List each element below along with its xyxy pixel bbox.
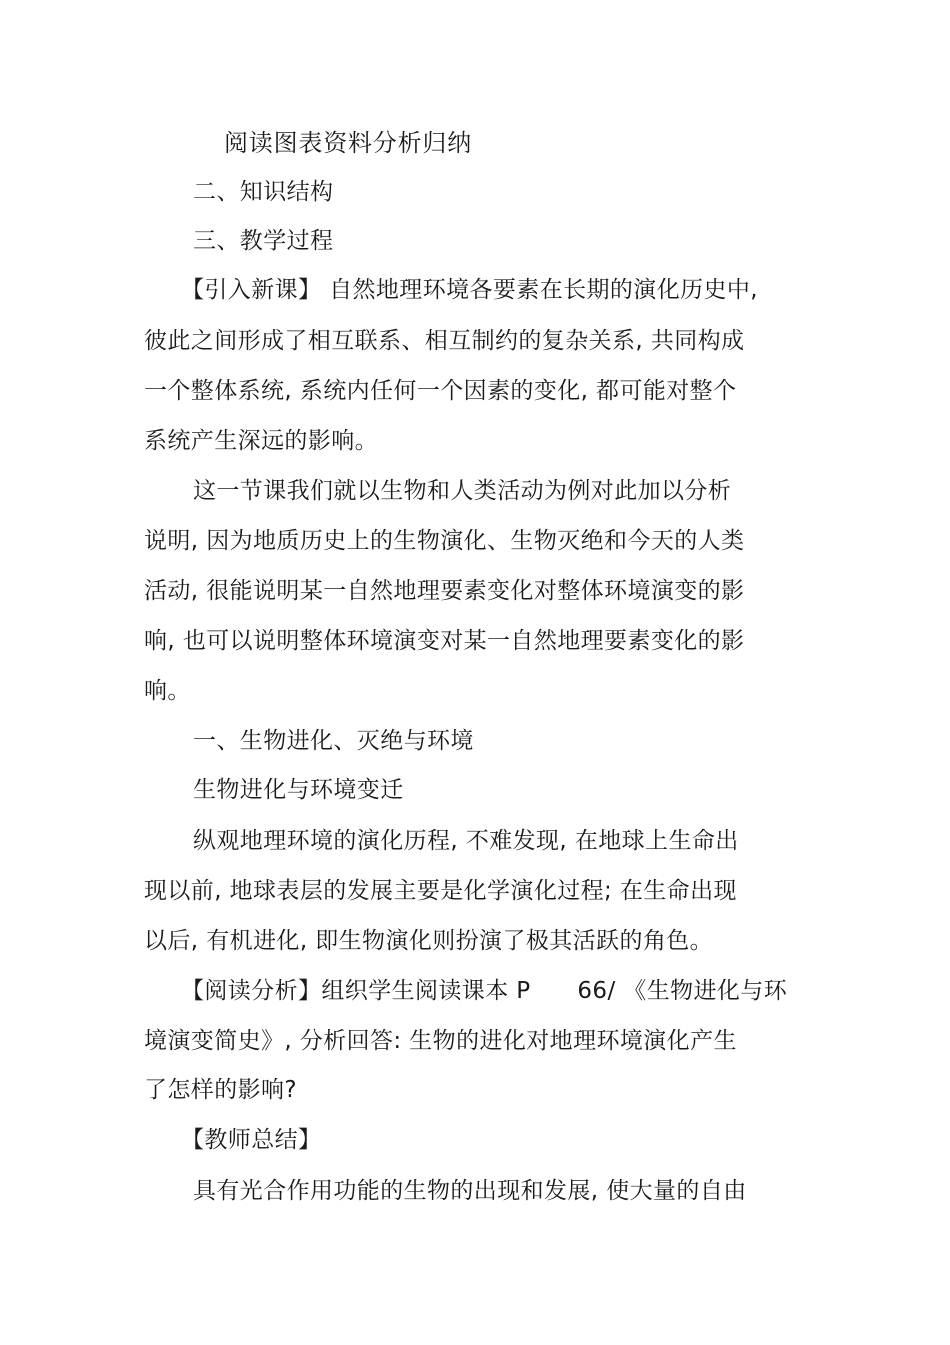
paragraph-line: 彼此之间形成了相互联系、相互制约的复杂关系, 共同构成 <box>144 328 745 354</box>
paragraph-line: 系统产生深远的影响。 <box>144 428 378 454</box>
paragraph-line: 一个整体系统, 系统内任何一个因素的变化, 都可能对整个 <box>144 378 737 404</box>
paragraph-line: 说明, 因为地质历史上的生物演化、生物灭绝和今天的人类 <box>144 528 745 554</box>
paragraph-line: 以后, 有机进化, 即生物演化则扮演了极其活跃的角色。 <box>144 928 714 954</box>
paragraph-line: 具有光合作用功能的生物的出现和发展, 使大量的自由 <box>193 1178 747 1204</box>
paragraph-line: 【引入新课】 自然地理环境各要素在长期的演化历史中, <box>181 277 759 303</box>
teacher-summary-heading: 【教师总结】 <box>181 1127 322 1153</box>
section-heading-teaching-process: 三、教学过程 <box>193 228 334 254</box>
document-title: 阅读图表资料分析归纳 <box>224 129 472 157</box>
paragraph-line: 活动, 很能说明某一自然地理要素变化对整体环境演变的影 <box>144 578 745 604</box>
paragraph-line: 现以前, 地球表层的发展主要是化学演化过程; 在生命出现 <box>144 878 737 904</box>
paragraph-line: 【阅读分析】组织学生阅读课本 P 66/ 《生物进化与环 <box>181 978 788 1004</box>
paragraph-line: 响, 也可以说明整体环境演变对某一自然地理要素变化的影 <box>144 628 745 654</box>
paragraph-line: 纵观地理环境的演化历程, 不难发现, 在地球上生命出 <box>193 828 739 854</box>
section-heading-evolution-extinction: 一、生物进化、灭绝与环境 <box>193 728 474 754</box>
paragraph-line: 这一节课我们就以生物和人类活动为例对此加以分析 <box>193 478 732 504</box>
subsection-heading-evolution-environment: 生物进化与环境变迁 <box>193 777 404 803</box>
paragraph-line: 响。 <box>144 678 191 704</box>
paragraph-line: 了怎样的影响? <box>144 1077 298 1103</box>
paragraph-line: 境演变简史》, 分析回答: 生物的进化对地理环境演化产生 <box>144 1028 737 1054</box>
section-heading-knowledge-structure: 二、知识结构 <box>193 179 334 205</box>
